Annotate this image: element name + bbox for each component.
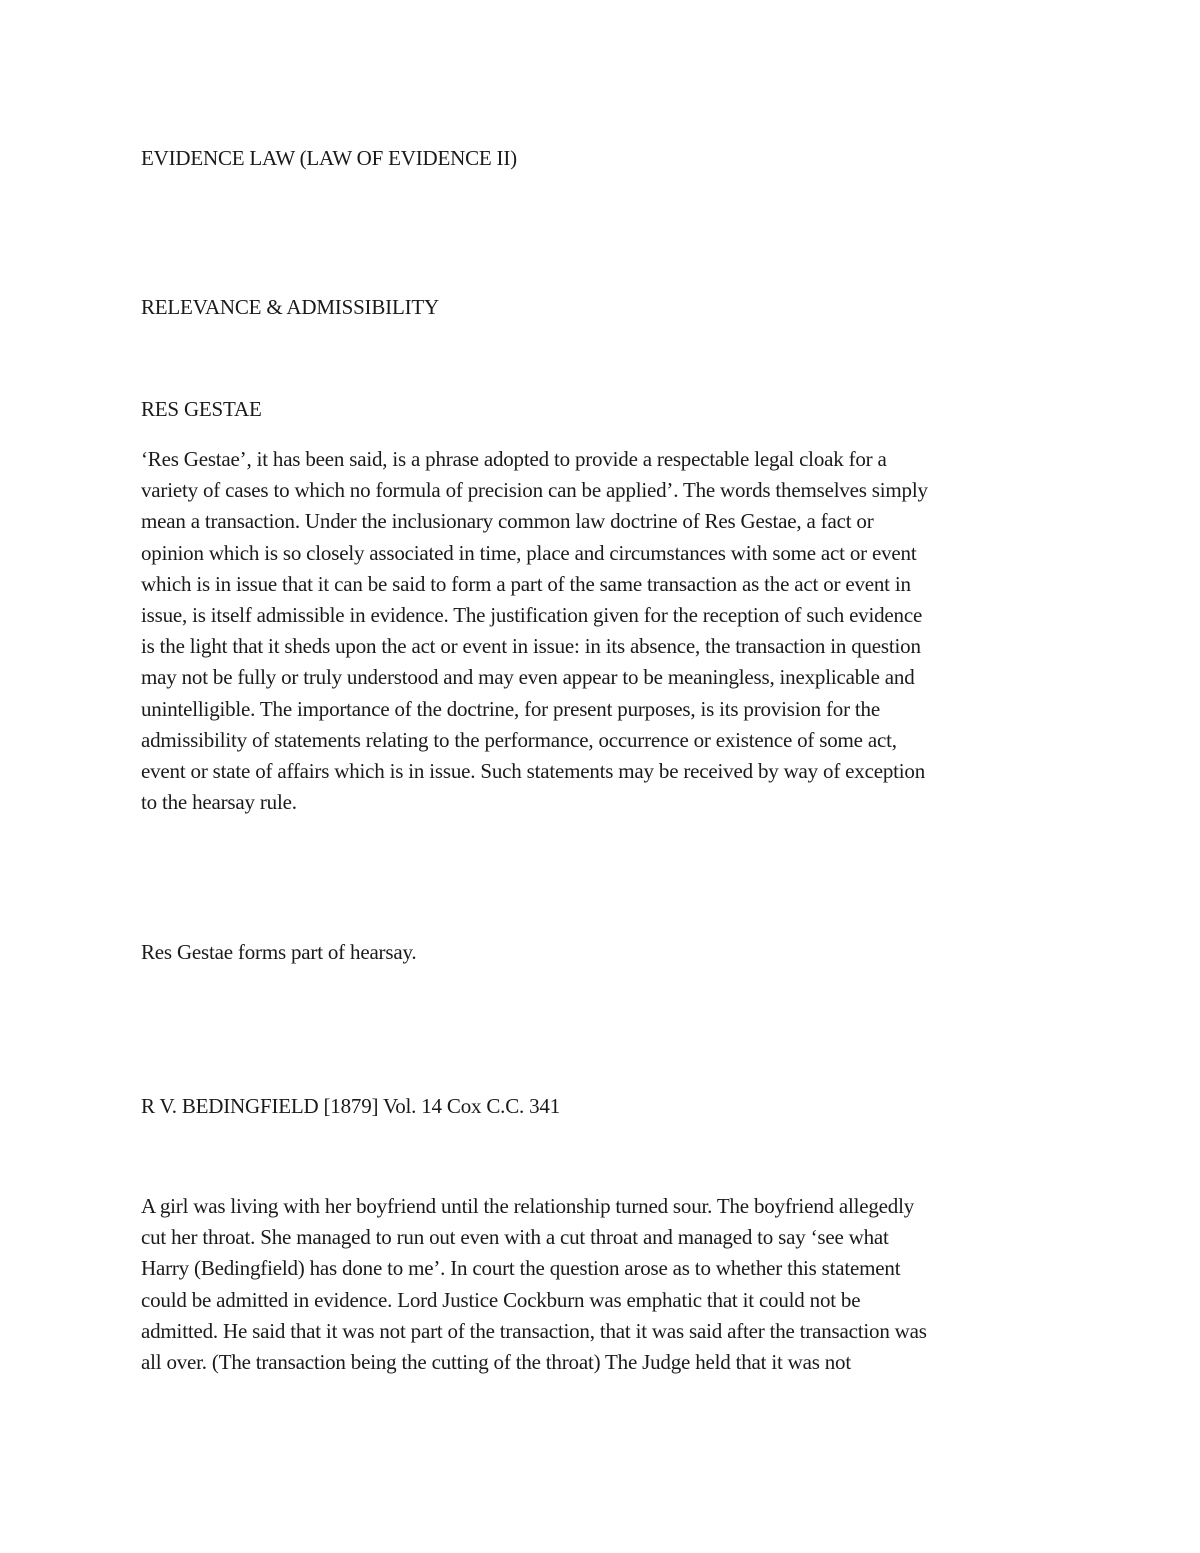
paragraph-line: mean a transaction. Under the inclusionary common law doctrine of Res Gestae, a fact or (141, 509, 874, 534)
paragraph-line: to the hearsay rule. (141, 790, 297, 815)
paragraph-line: opinion which is so closely associated in time, place and circumstances with some act or event (141, 540, 917, 565)
paragraph-line: ‘Res Gestae’, it has been said, is a phrase adopted to provide a respectable legal cloak for a (141, 447, 887, 471)
paragraph-line: admissibility of statements relating to the performance, occurrence or existence of some act, (141, 727, 897, 752)
paragraph-line: issue, is itself admissible in evidence. The justification given for the reception of such evidence (141, 603, 923, 628)
paragraph-line: A girl was living with her boyfriend until the relationship turned sour. The boyfriend allegedly (141, 1194, 915, 1218)
paragraph-res-gestae (141, 444, 1053, 818)
paragraph-line: all over. (The transaction being the cutting of the throat) The Judge held that it was not (141, 1350, 851, 1375)
paragraph-line: Harry (Bedingfield) has done to me’. In court the question arose as to whether this statement (141, 1256, 901, 1281)
paragraph-line: admitted. He said that it was not part of the transaction, that it was said after the transaction was (141, 1318, 927, 1343)
paragraph-line: is the light that it sheds upon the act or event in issue: in its absence, the transaction in question (141, 634, 921, 659)
paragraph-line: variety of cases to which no formula of precision can be applied’. The words themselves simply (141, 478, 928, 503)
paragraph-line: event or state of affairs which is in issue. Such statements may be received by way of exception (141, 759, 925, 784)
paragraph-line: cut her throat. She managed to run out even with a cut throat and managed to say ‘see what (141, 1225, 889, 1250)
document-title: EVIDENCE LAW (LAW OF EVIDENCE II) (141, 146, 517, 170)
paragraph-line: unintelligible. The importance of the doctrine, for present purposes, is its provision for the (141, 696, 880, 721)
subheading: RES GESTAE (141, 397, 262, 421)
case-heading: R V. BEDINGFIELD [1879] Vol. 14 Cox C.C. 341 (141, 1094, 561, 1118)
paragraph-bedingfield (141, 1191, 1053, 1378)
paragraph-line: which is in issue that it can be said to form a part of the same transaction as the act or event in (141, 571, 911, 596)
paragraph-line: may not be fully or truly understood and may even appear to be meaningless, inexplicable and (141, 665, 915, 690)
paragraph-line: could be admitted in evidence. Lord Justice Cockburn was emphatic that it could not be (141, 1287, 861, 1312)
section-heading: RELEVANCE & ADMISSIBILITY (141, 295, 439, 319)
note-line: Res Gestae forms part of hearsay. (141, 940, 417, 964)
